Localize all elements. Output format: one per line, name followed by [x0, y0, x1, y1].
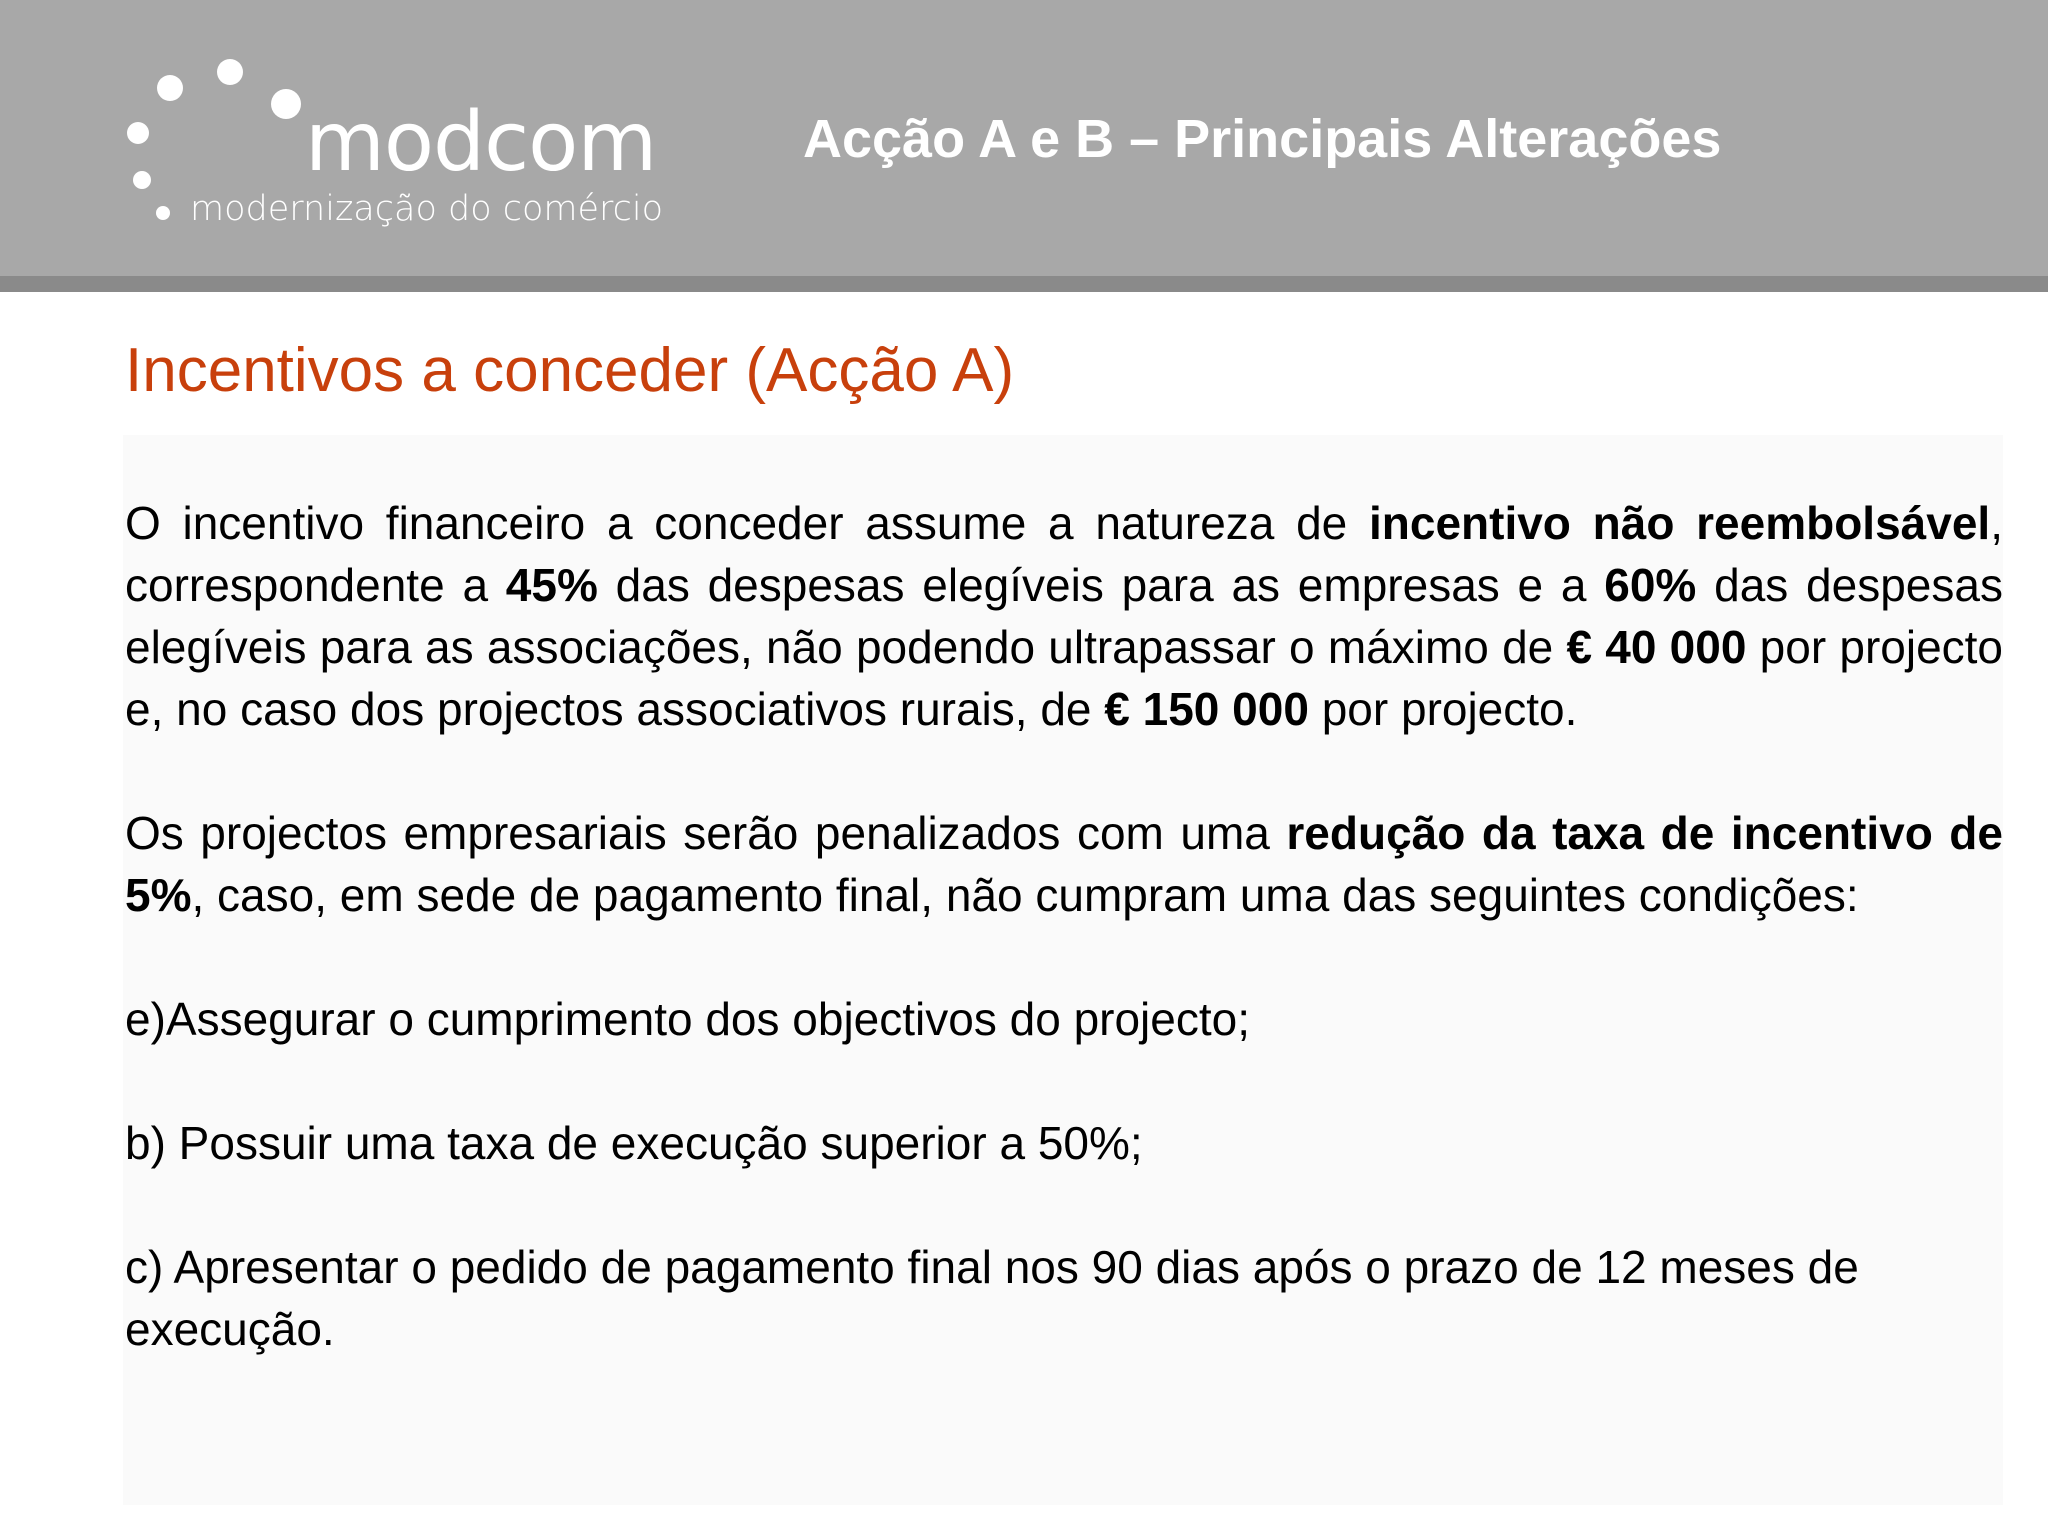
- text-run: das despesas elegíveis para as empresas e a: [597, 559, 1605, 611]
- logo-wordmark: modcom: [305, 95, 657, 190]
- text-run: O incentivo financeiro a conceder assume a natureza de: [125, 497, 1369, 549]
- condition-item: b) Possuir uma taxa de execução superior a 50%;: [125, 1117, 1143, 1169]
- bold-text: 45%: [505, 559, 598, 611]
- incentive-paragraph: [125, 492, 2003, 740]
- slide-content: [125, 492, 2003, 1360]
- condition-item: c) Apresentar o pedido de pagamento final nos 90 dias após o prazo de 12 meses de execução.: [125, 1241, 1859, 1355]
- text-run: por projecto.: [1308, 683, 1578, 735]
- bold-text: incentivo não reembolsável: [1368, 497, 1991, 549]
- bold-text: redução da taxa de incentivo de 5%: [125, 807, 2003, 921]
- text-run: , correspondente a: [125, 497, 2003, 611]
- text-run: Os projectos empresariais serão penalizados com uma: [125, 807, 1287, 859]
- text-run: das despesas elegíveis para as associações, não podendo ultrapassar o máximo de: [125, 559, 2003, 673]
- text-run: , caso, em sede de pagamento final, não cumpram uma das seguintes condições:: [191, 869, 1859, 921]
- text-run: por projecto e, no caso dos projectos associativos rurais, de: [125, 621, 2004, 735]
- bold-text: € 40 000: [1566, 621, 1747, 673]
- section-title: Incentivos a conceder (Acção A): [125, 336, 1015, 405]
- logo-dot: [217, 59, 243, 85]
- penalty-paragraph: [125, 802, 2003, 926]
- bold-text: € 150 000: [1104, 683, 1309, 735]
- logo-dot: [133, 171, 151, 189]
- condition-item: e)Assegurar o cumprimento dos objectivos do projecto;: [125, 993, 1251, 1045]
- logo-dot: [127, 122, 149, 144]
- page-title: Acção A e B – Principais Alterações: [803, 109, 1722, 169]
- logo-dot: [157, 75, 183, 101]
- logo-dot: [271, 89, 301, 119]
- logo-dot: [156, 206, 170, 220]
- logo-tagline: modernização do comércio: [190, 189, 664, 229]
- header-stripe: [0, 276, 2048, 292]
- bold-text: 60%: [1604, 559, 1697, 611]
